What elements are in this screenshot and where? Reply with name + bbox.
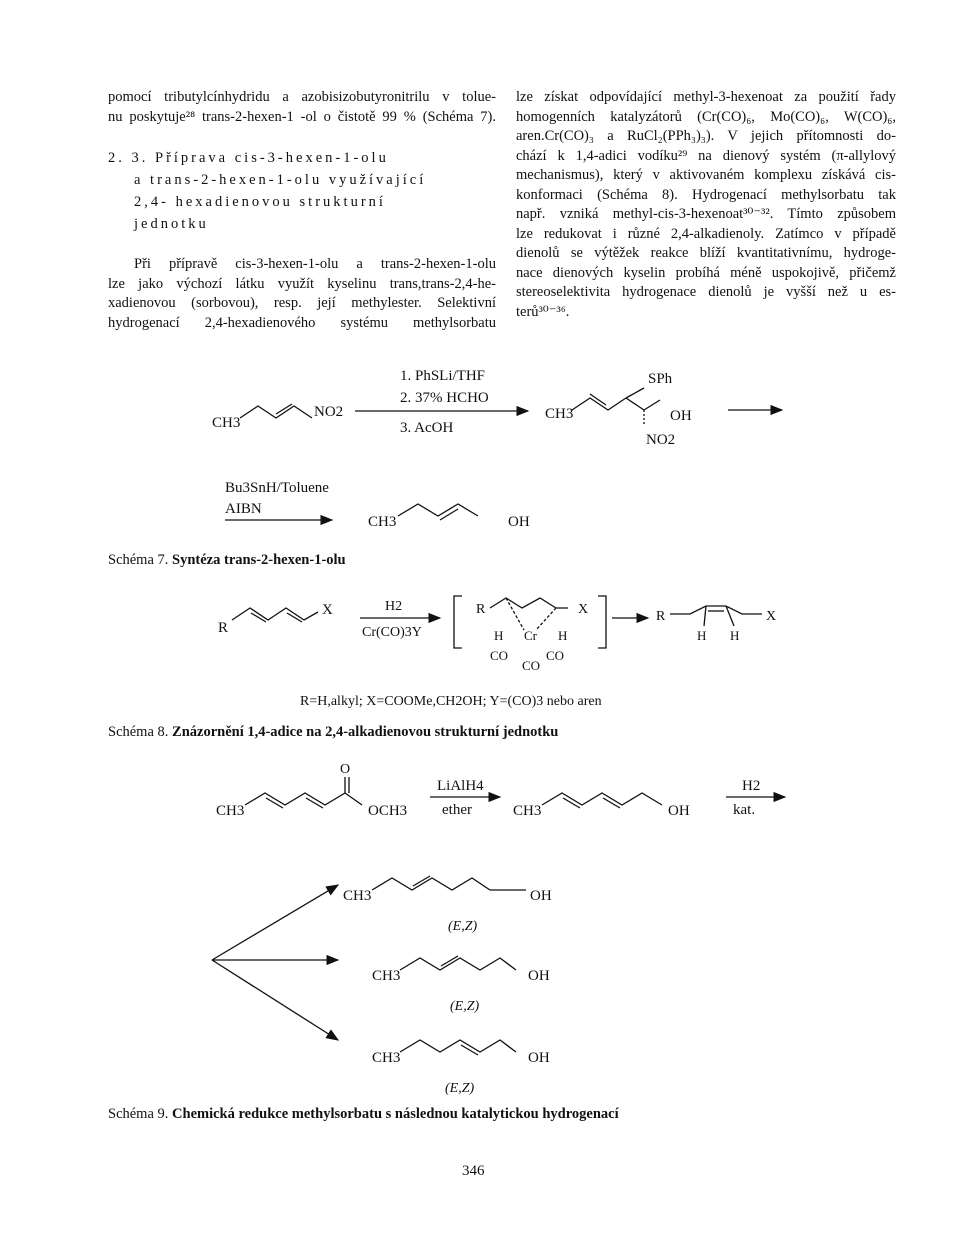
no2-label: NO2 xyxy=(314,404,344,420)
scheme-9 xyxy=(212,762,785,1096)
reagent-line: Bu3SnH/Toluene xyxy=(225,480,329,496)
bracket-left xyxy=(454,596,462,648)
kat-label: kat. xyxy=(733,802,756,818)
caption-title: Syntéza trans-2-hexen-1-olu xyxy=(172,552,346,568)
branch-arrow xyxy=(212,885,338,960)
r-label: R xyxy=(656,609,666,624)
ez-label: (E,Z) xyxy=(450,999,480,1014)
product-chain xyxy=(372,878,490,890)
text-line: xadienovou (sorbovou), resp. její methylester. Selektivní xyxy=(108,295,496,311)
x-label: X xyxy=(766,609,777,624)
ch3-label: CH3 xyxy=(216,803,245,819)
text-line: např. vzniká methyl-cis-3-hexenoat³⁰⁻³². Tímto způsobem xyxy=(516,206,896,222)
scheme-7-caption xyxy=(108,552,346,569)
och3-label: OCH3 xyxy=(368,803,408,819)
text-line: terů³⁰⁻³⁶. xyxy=(516,303,570,320)
ch3-label: CH3 xyxy=(368,514,397,530)
caption-title: Chemická redukce methylsorbatu s následnou katalytickou hydrogenací xyxy=(172,1106,619,1122)
caption-prefix: Schéma 8. xyxy=(108,724,173,740)
reagent-line: AIBN xyxy=(225,501,262,517)
text-line: lze jako výchozí látku využít kyselinu trans,trans-2,4-he- xyxy=(108,275,496,292)
heading-line: 2,4- hexadienovou strukturní xyxy=(134,194,386,210)
chain-bond xyxy=(626,398,644,410)
text-line: chází k 1,4-adici vodíku²⁹ na dienový systém (π-allylový xyxy=(516,147,896,164)
heading-line: 2. 3. Příprava cis-3-hexen-1-olu xyxy=(108,150,389,166)
heading-line: jednotku xyxy=(134,216,209,232)
no2-label: NO2 xyxy=(646,432,676,448)
ch3-label: CH3 xyxy=(372,968,401,984)
bracket-right xyxy=(598,596,606,648)
heading-line: a trans-2-hexen-1-olu využívající xyxy=(134,172,427,188)
reagent-line: 1. PhSLi/THF xyxy=(400,368,486,384)
x-label: X xyxy=(578,602,589,617)
ch3-label: CH3 xyxy=(212,415,241,431)
text-line: mechanismus), který v aktivovaném komplexu získává cis- xyxy=(516,167,896,183)
scheme-7 xyxy=(212,368,782,530)
h-label: H xyxy=(697,628,707,643)
text-line: homogenních katalyzátorů (Cr(CO)₆, Mo(CO)₆, W(CO)₆, xyxy=(516,108,896,125)
complex-bond xyxy=(490,598,568,608)
product-bond xyxy=(670,606,762,614)
ch3-label: CH3 xyxy=(343,888,372,904)
ether-label: ether xyxy=(442,802,472,818)
chain-bond xyxy=(240,406,312,418)
r-label: R xyxy=(476,602,486,617)
ch3-label: CH3 xyxy=(545,406,574,422)
ch3-label: CH3 xyxy=(372,1050,401,1066)
h-label: H xyxy=(494,628,504,643)
ez-label: (E,Z) xyxy=(445,1081,475,1096)
h-bond xyxy=(704,606,706,626)
double-bond xyxy=(440,509,458,520)
scheme-8 xyxy=(218,596,776,709)
sph-label: SPh xyxy=(648,371,673,387)
oh-label: OH xyxy=(508,514,530,530)
oh-label: OH xyxy=(670,408,692,424)
catalyst-label: Cr(CO)3Y xyxy=(362,625,422,640)
co-label: CO xyxy=(490,648,509,663)
h2-label: H2 xyxy=(742,778,761,794)
product-chain xyxy=(400,1040,516,1052)
page-number: 346 xyxy=(462,1163,485,1179)
scheme-9-caption xyxy=(108,1106,619,1123)
ez-label: (E,Z) xyxy=(448,919,478,934)
caption-prefix: Schéma 7. xyxy=(108,552,173,568)
reagent-line: 2. 37% HCHO xyxy=(400,390,489,406)
r-label: R xyxy=(218,620,229,636)
ester-chain xyxy=(245,793,362,805)
o-label: O xyxy=(340,762,351,777)
text-line: lze redukovat i různé 2,4-alkadienoly. Zatímco v případě xyxy=(516,225,896,242)
reagent-line: 3. AcOH xyxy=(400,420,454,436)
lialh4-label: LiAlH4 xyxy=(437,778,484,794)
text-line: Při přípravě cis-3-hexen-1-olu a trans-2-hexen-1-olu xyxy=(134,256,496,272)
coordination-bond xyxy=(536,608,556,630)
h-label: H xyxy=(730,628,740,643)
h-label: H xyxy=(558,628,568,643)
co-label: CO xyxy=(546,648,565,663)
h2-label: H2 xyxy=(385,599,403,614)
scheme-8-caption xyxy=(108,724,558,741)
caption-prefix: Schéma 9. xyxy=(108,1106,173,1122)
text-line: pomocí tributylcínhydridu a azobisizobutyronitrilu v tolue- xyxy=(108,89,496,105)
text-line: nace dienových kyselin probíhá méně uspokojivě, přičemž xyxy=(516,264,896,281)
cr-label: Cr xyxy=(524,628,537,643)
dienol-chain xyxy=(542,793,662,805)
chain-bond xyxy=(398,504,478,516)
sph-bond xyxy=(626,388,644,398)
branch-arrow xyxy=(212,960,338,1040)
ch3-label: CH3 xyxy=(513,803,542,819)
oh-label: OH xyxy=(668,803,690,819)
caption-title: Znázornění 1,4-adice na 2,4-alkadienovou strukturní jednotku xyxy=(172,724,559,740)
diene-bond xyxy=(232,608,318,620)
chain-bond xyxy=(644,400,660,410)
text-line: hydrogenací 2,4-hexadienového systému methylsorbatu xyxy=(108,314,496,331)
legend-text: R=H,alkyl; X=COOMe,CH2OH; Y=(CO)3 nebo aren xyxy=(300,694,602,709)
text-line: stereoselektivita hydrogenace dienolů je vyšší než u es- xyxy=(516,284,896,300)
text-line: aren.Cr(CO)₃ a RuCl₂(PPh₃)₃). V jejich přítomnosti do- xyxy=(516,128,896,144)
x-label: X xyxy=(322,602,333,618)
text-line: nu poskytuje²⁸ trans-2-hexen-1 -ol o čistotě 99 % (Schéma 7). xyxy=(108,108,496,125)
text-line: konformaci (Schéma 8). Hydrogenací methylsorbatu tak xyxy=(516,186,896,203)
text-line: lze získat odpovídající methyl-3-hexenoat za použití řady xyxy=(516,89,896,105)
coordination-bond xyxy=(506,598,524,630)
text-line: dienolů se výtěžek reakce blíží kvantitativnímu, hydroge- xyxy=(516,245,896,261)
product-chain xyxy=(400,958,516,970)
oh-label: OH xyxy=(528,1050,550,1066)
co-label: CO xyxy=(522,658,541,673)
oh-label: OH xyxy=(528,968,550,984)
oh-label: OH xyxy=(530,888,552,904)
